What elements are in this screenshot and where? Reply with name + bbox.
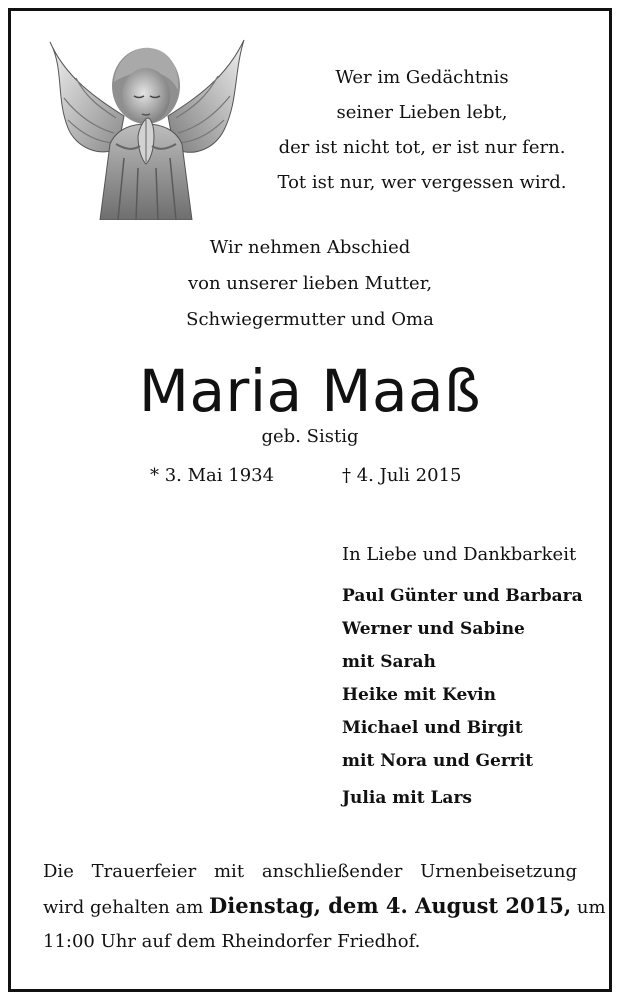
poem-line: der ist nicht tot, er ist nur fern.	[278, 137, 566, 158]
mourners-block	[342, 540, 602, 815]
funeral-service-info	[43, 855, 606, 959]
service-line	[43, 889, 606, 925]
poem-line: Tot ist nur, wer vergessen wird.	[277, 172, 567, 193]
farewell-line: Schwiegermutter und Oma	[186, 309, 434, 330]
mourner-name: mit Sarah	[342, 652, 436, 672]
poem-line: Wer im Gedächtnis	[335, 67, 509, 88]
mourners-intro: In Liebe und Dankbarkeit	[342, 544, 577, 565]
mourner-name: Julia mit Lars	[342, 788, 472, 808]
farewell-text	[110, 230, 510, 338]
service-date: Dienstag, dem 4. August 2015,	[209, 893, 572, 918]
service-line: 11:00 Uhr auf dem Rheindorfer Friedhof.	[43, 931, 421, 952]
death-date: † 4. Juli 2015	[342, 465, 462, 486]
service-text: um	[576, 897, 606, 918]
farewell-line: Wir nehmen Abschied	[209, 237, 411, 258]
praying-angel-statue-icon	[46, 38, 246, 220]
birth-date: * 3. Mai 1934	[150, 465, 275, 486]
mourner-name: Heike mit Kevin	[342, 685, 496, 705]
service-text: wird gehalten am	[43, 897, 204, 918]
mourner-name: Michael und Birgit	[342, 718, 523, 738]
service-line: Die Trauerfeier mit anschließender Urnenbeisetzung	[43, 861, 577, 882]
birth-name: geb. Sistig	[261, 426, 359, 447]
deceased-name: Maria Maaß	[138, 357, 482, 425]
mourner-name: mit Nora und Gerrit	[342, 751, 534, 771]
farewell-line: von unserer lieben Mutter,	[187, 273, 433, 294]
mourner-name: Paul Günter und Barbara	[342, 586, 583, 606]
memorial-poem	[262, 60, 582, 200]
mourner-name: Werner und Sabine	[342, 619, 525, 639]
poem-line: seiner Lieben lebt,	[336, 102, 508, 123]
